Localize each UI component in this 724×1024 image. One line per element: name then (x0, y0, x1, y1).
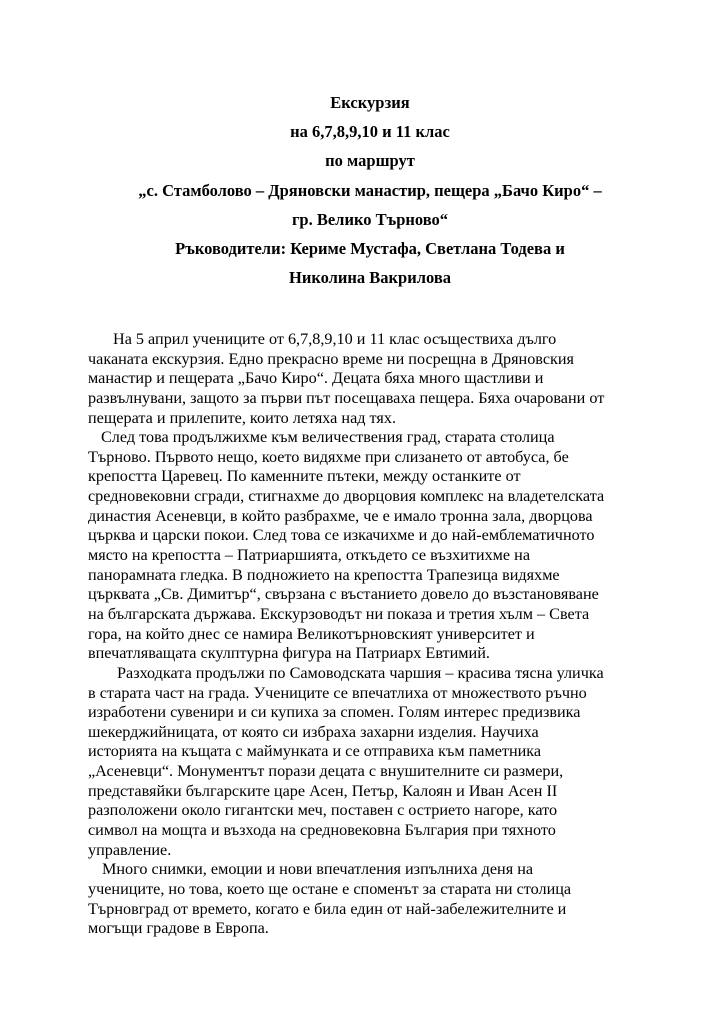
paragraph-2-line: средновековни сгради, стигнахме до дворцовия комплекс на владетелската (88, 487, 605, 506)
paragraph-1-line: манастир и пещерата „Бачо Киро“. Децата бяха много щастливи и (88, 369, 544, 388)
paragraph-3-line: символ на мощта и възхода на средновековна България при тяхното (88, 821, 556, 840)
paragraph-2-line: църква и царски покои. След това се изкачихме и до най-емблематичното (88, 526, 595, 545)
paragraph-3-line: Разходката продължи по Самоводската чаршия – красива тясна уличка (117, 663, 604, 682)
paragraph-2-line: гора, на който днес се намира Великотърновският университет и (88, 624, 535, 643)
paragraph-1-line: На 5 април учениците от 6,7,8,9,10 и 11 клас осъществиха дълго (113, 330, 557, 348)
paragraph-4-line: могъщи градове в Европа. (88, 919, 269, 938)
paragraph-2-line: След това продължихме към величествения град, старата столица (101, 428, 555, 447)
document-title: Екскурзия (330, 93, 410, 112)
paragraph-4-line: учениците, но това, което ще остане е споменът за старата ни столица (88, 879, 572, 898)
paragraph-2-line: крепостта Царевец. По каменните пътеки, между останките от (88, 467, 521, 486)
paragraph-1-line: развълнувани, защото за първи път посещаваха пещера. Бяха очаровани от (88, 388, 605, 407)
header-route-label: по маршрут (325, 151, 415, 171)
paragraph-3-line: шекерджийницата, от която си избраха захарни изделия. Научиха (88, 722, 539, 741)
paragraph-3-line: в старата част на града. Учениците се впечатлиха от множеството ръчно (88, 683, 587, 702)
paragraph-3-line: „Асеневци“. Монументът порази децата с внушителните си размери, (88, 762, 564, 781)
header-classes-line: на 6,7,8,9,10 и 11 клас (290, 122, 450, 142)
paragraph-4-line: Търновград от времето, когато е била един от най-забележителните и (88, 899, 567, 918)
paragraph-2-line: място на крепостта – Патриаршията, откъдето се възхитихме на (88, 546, 531, 565)
paragraph-3-line: представяйки българските царе Асен, Петър, Калоян и Иван Асен II (88, 781, 558, 800)
paragraph-2-line: впечатляващата скулптурна фигура на Патриарх Евтимий. (88, 644, 490, 663)
header-route-line-1: „с. Стамболово – Дряновски манастир, пещера „Бачо Киро“ – (138, 180, 602, 200)
paragraph-3-line: управление. (88, 840, 172, 859)
paragraph-2-line: църквата „Св. Димитър“, свързана с въстанието довело до възстановяване (88, 585, 599, 604)
paragraph-2-line: на българската държава. Екскурзоводът ни показа и третия хълм – Света (88, 604, 590, 623)
header-route-line-2: гр. Велико Търново“ (291, 209, 449, 229)
paragraph-3-line: историята на къщата с маймунката и се отправиха към паметника (88, 742, 542, 761)
paragraph-2-line: династия Асеневци, в който разбрахме, че е имало тронна зала, дворцова (88, 506, 593, 525)
header-leaders-line-1: Ръководители: Кериме Мустафа, Светлана Тодева и (175, 238, 565, 258)
paragraph-3-line: изработени сувенири и си купиха за спомен. Голям интерес предизвика (88, 703, 581, 722)
paragraph-1-line: чаканата екскурзия. Едно прекрасно време ни посрещна в Дряновския (88, 349, 574, 368)
paragraph-1-line: пещерата и прилепите, които летяха над тях. (88, 408, 396, 427)
paragraph-2-line: панорамната гледка. В подножието на крепостта Трапезица видяхме (88, 565, 560, 584)
paragraph-2-line: Търново. Първото нещо, което видяхме при слизането от автобуса, бе (88, 447, 569, 466)
paragraph-3-line: разположени около гигантски меч, поставен с острието нагоре, като (88, 801, 558, 820)
paragraph-4-line: Много снимки, емоции и нови впечатления изпълниха деня на (102, 860, 534, 879)
document-header (60, 88, 680, 292)
header-leaders-line-2: Николина Вакрилова (288, 268, 451, 288)
document-body (88, 330, 668, 939)
